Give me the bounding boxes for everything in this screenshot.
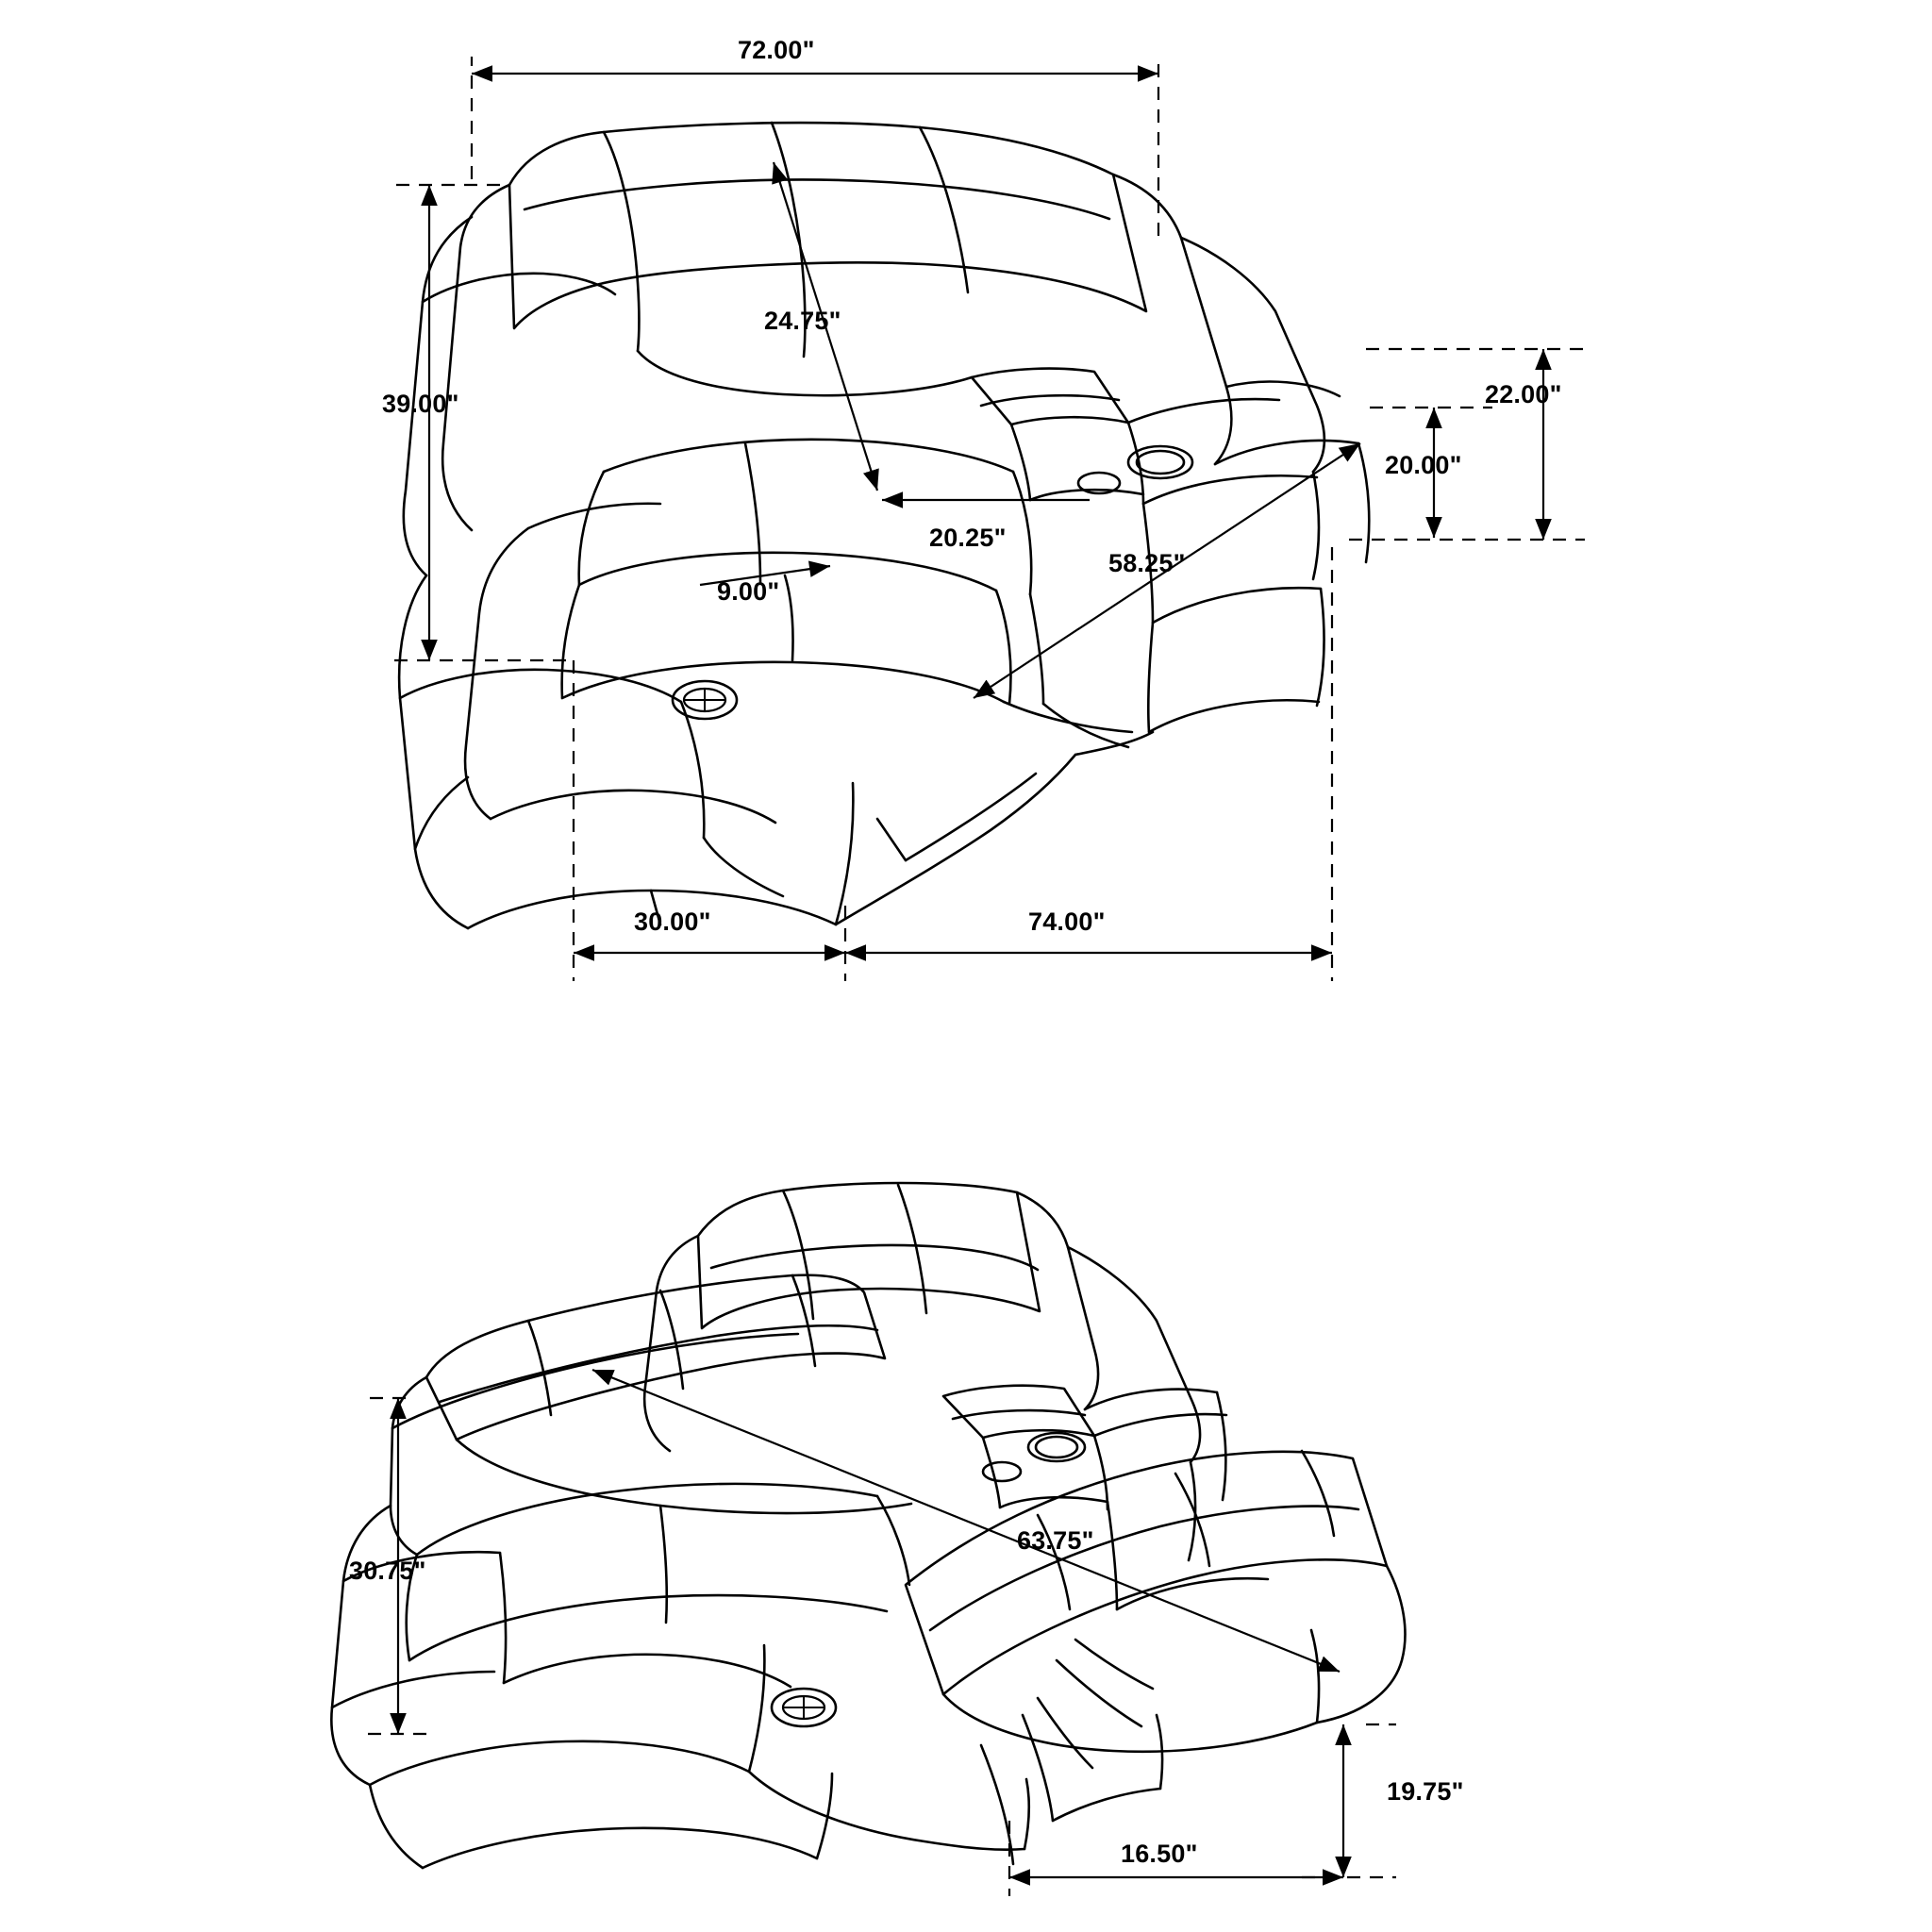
dimension-label-seat-width-inside: 58.25" [1108, 549, 1186, 577]
dimension-label-reclined-height: 30.75" [349, 1557, 426, 1585]
dimension-label-overall-height: 39.00" [382, 390, 459, 418]
dimension-label-footrest-height: 19.75" [1387, 1777, 1464, 1806]
dimension-label-seat-depth: 20.25" [929, 524, 1007, 552]
dimension-label-overall-depth: 30.00" [634, 908, 711, 936]
dimension-label-overall-width: 72.00" [738, 36, 815, 64]
dimension-label-back-height: 24.75" [764, 307, 841, 335]
dimension-label-seat-cushion-thickness: 9.00" [717, 577, 780, 606]
dimension-label-footrest-extension: 16.50" [1121, 1840, 1198, 1868]
sofa-upright-illustration [399, 123, 1369, 928]
dimension-label-seat-height: 20.00" [1385, 451, 1462, 479]
dimension-label-arm-height: 22.00" [1485, 380, 1562, 408]
sofa-reclined-illustration [331, 1183, 1405, 1868]
dimension-label-reclined-length: 63.75" [1017, 1526, 1094, 1555]
dimension-lines-upright [387, 57, 1585, 981]
dimension-label-clearance-depth: 74.00" [1028, 908, 1106, 936]
dimension-lines-reclined [366, 1370, 1396, 1896]
